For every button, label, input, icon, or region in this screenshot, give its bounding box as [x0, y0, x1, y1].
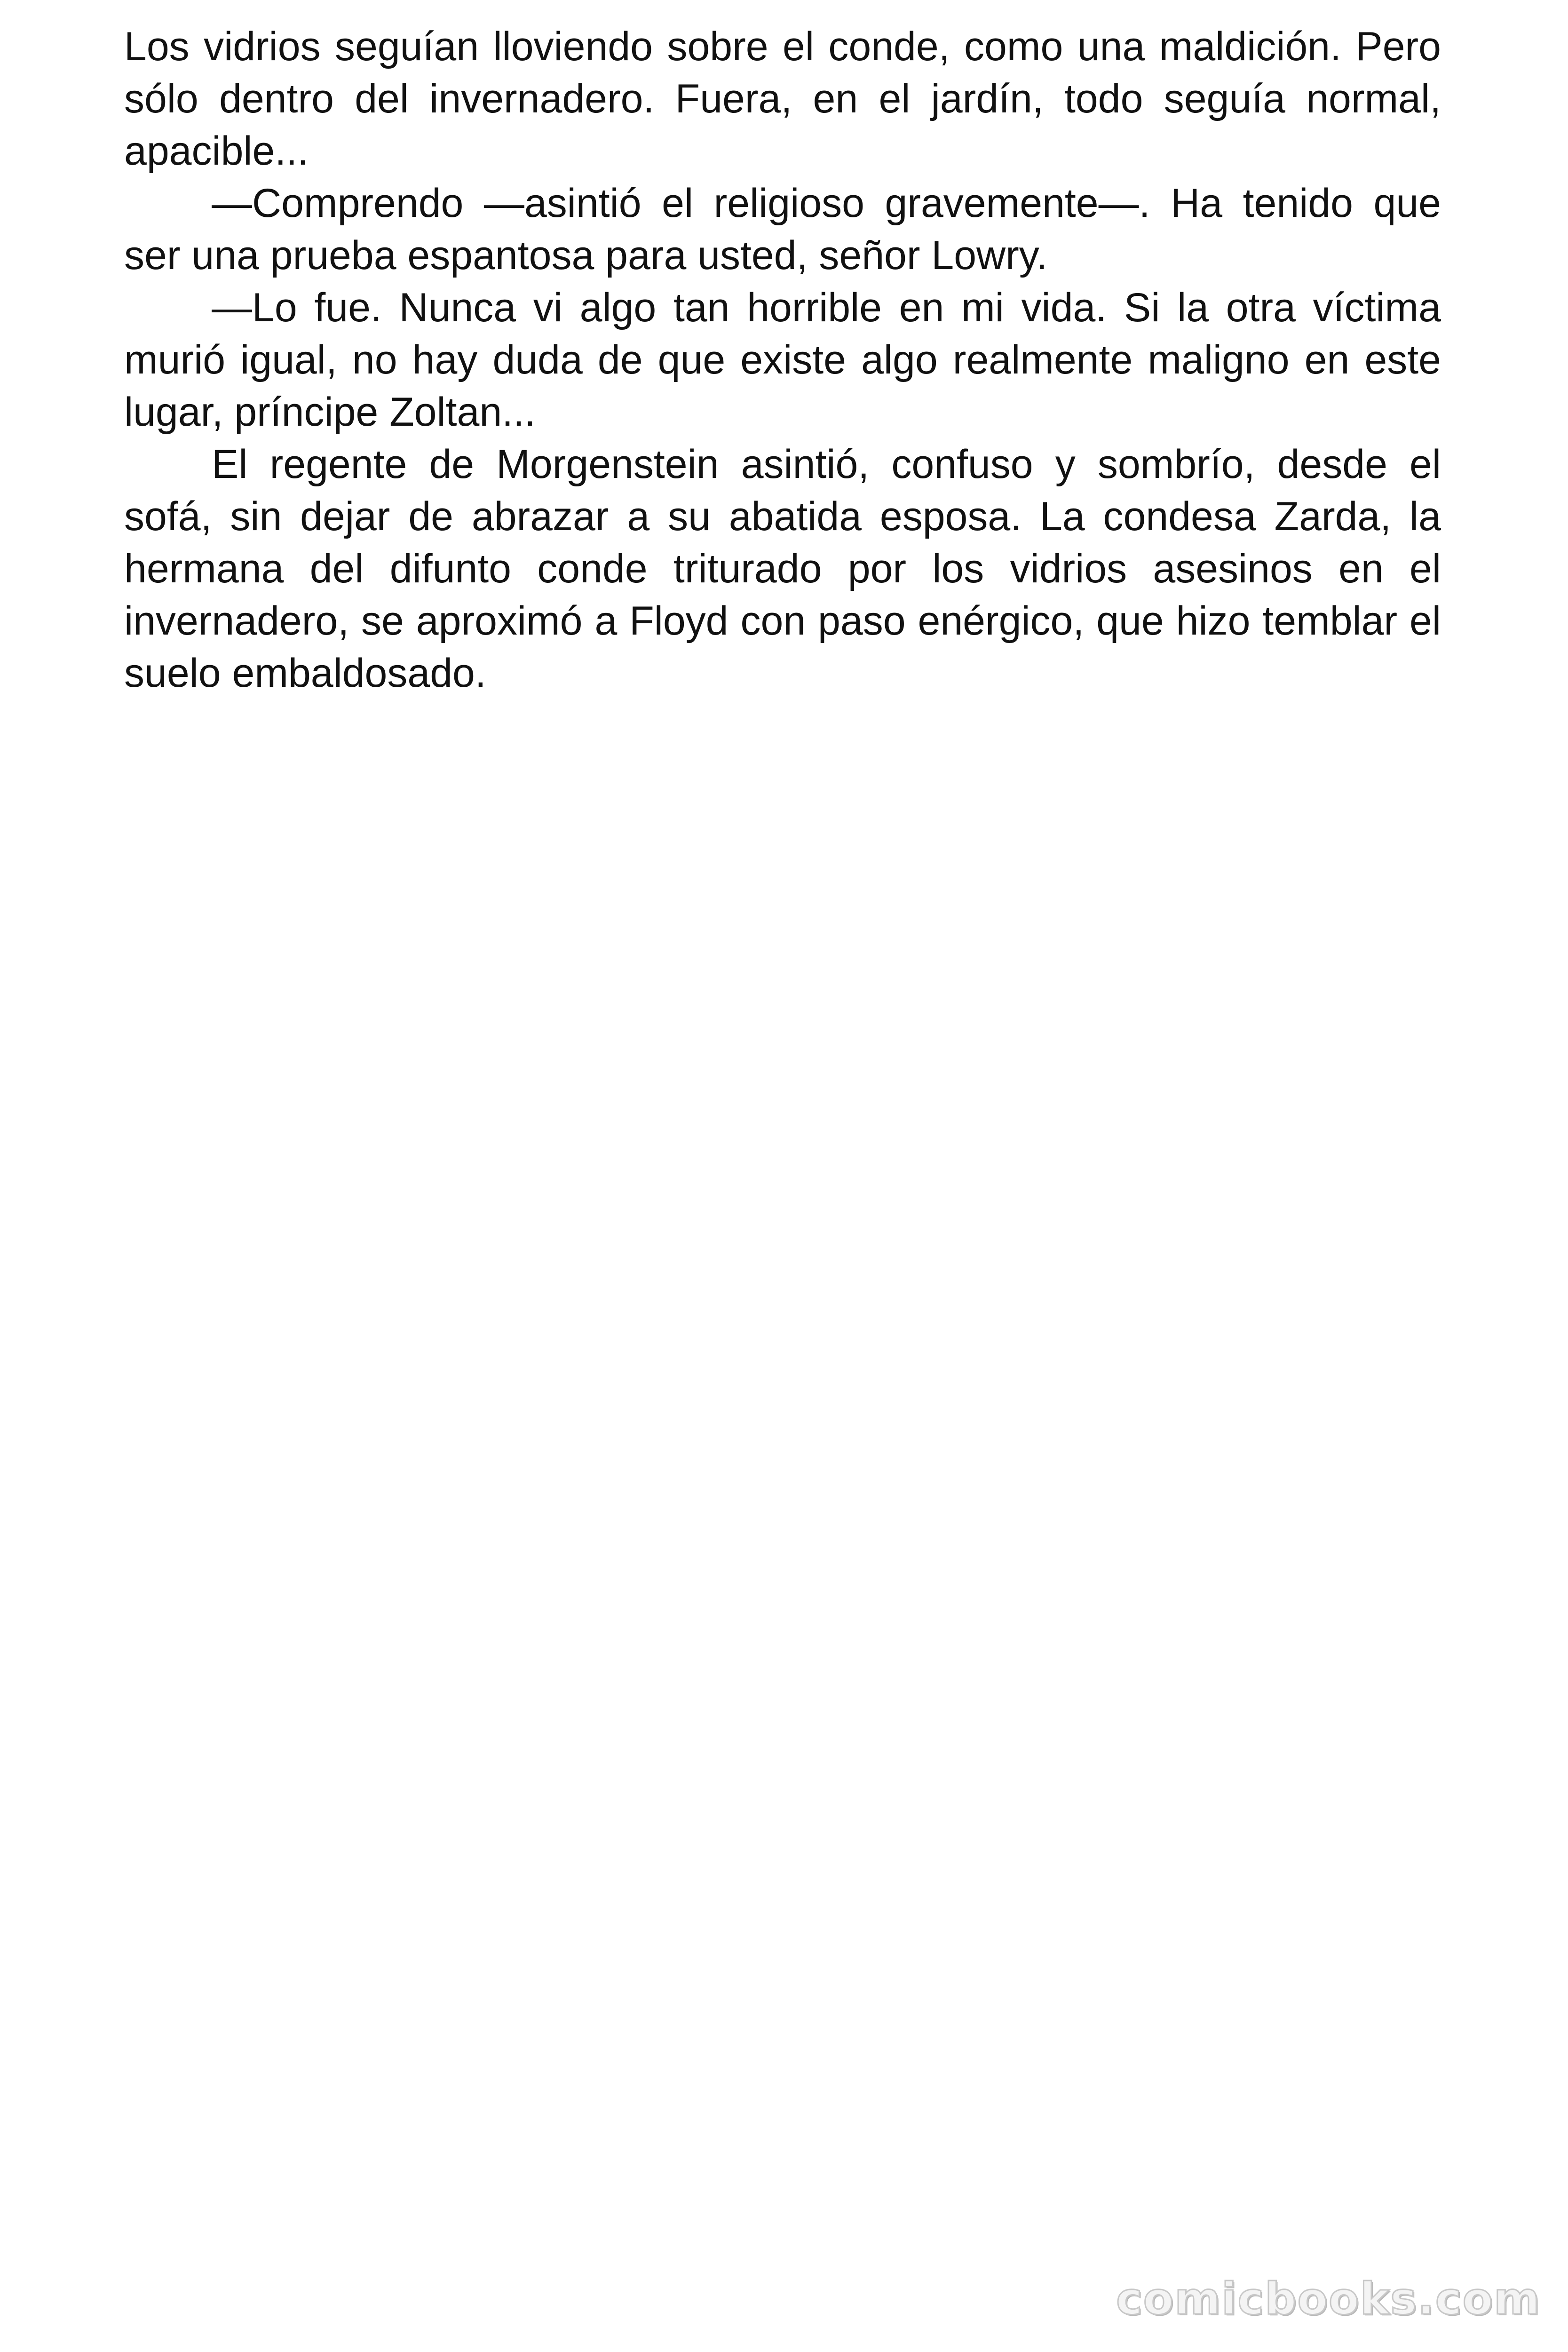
body-text [124, 21, 1441, 699]
paragraph-1: Los vidrios seguían lloviendo sobre el conde, como una maldición. Pero sólo dentro del invernadero. Fuera, en el jardín, todo seguía normal, apacible... [124, 24, 1441, 174]
paragraph-2: —Comprendo —asintió el religioso gravemente—. Ha tenido que ser una prueba espantosa para usted, señor Lowry. [124, 181, 1441, 278]
watermark: comicbooks.com [1116, 2273, 1541, 2325]
paragraph-4: El regente de Morgenstein asintió, confuso y sombrío, desde el sofá, sin dejar de abrazar a su abatida esposa. La condesa Zarda, la hermana del difunto conde triturado por los vidrios asesinos en el invernadero, se aproximó a Floyd con paso enérgico, que hizo temblar el suelo embaldosado. [124, 442, 1441, 696]
paragraph-3: —Lo fue. Nunca vi algo tan horrible en mi vida. Si la otra víctima murió igual, no hay duda de que existe algo realmente maligno en este lugar, príncipe Zoltan... [124, 285, 1441, 435]
